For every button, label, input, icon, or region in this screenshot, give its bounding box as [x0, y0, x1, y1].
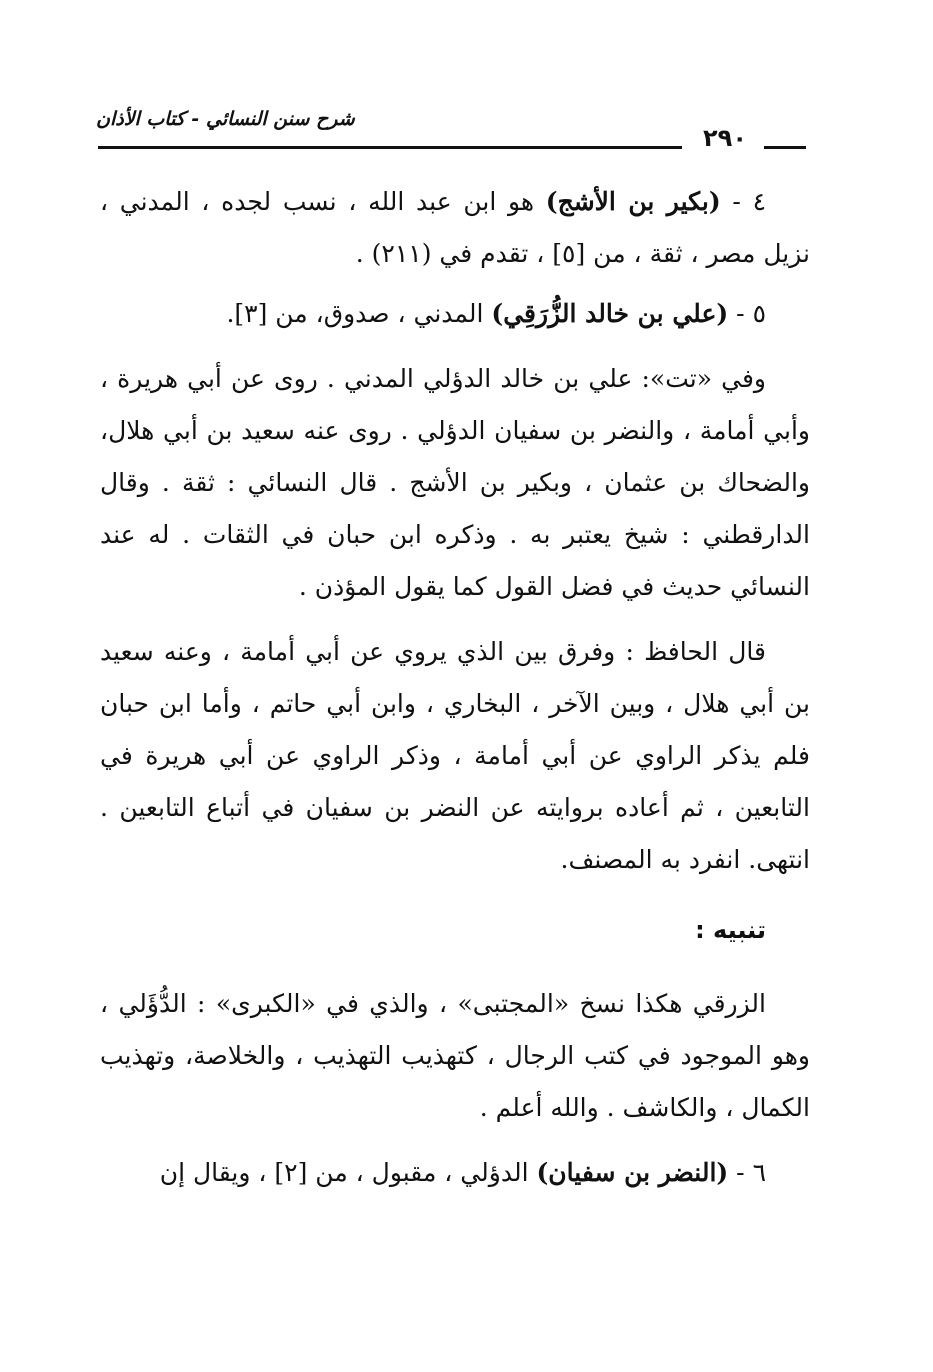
entry-5-name: (علي بن خالد الزُّرَقِي)	[491, 299, 729, 328]
entry-6-text: الدؤلي ، مقبول ، من [٢] ، ويقال إن	[159, 1158, 537, 1187]
entry-5-number: ٥ -	[728, 299, 766, 328]
entry-4	[100, 176, 810, 280]
page-number: ٢٩٠	[703, 124, 747, 152]
entry-6-number: ٦ -	[728, 1158, 766, 1187]
tahdhib-quote-paragraph: وفي «تت»: علي بن خالد الدؤلي المدني . روى عن أبي هريرة ، وأبي أمامة ، والنضر بن سفيان الدؤلي . روى عنه سعيد بن أبي هلال، والضحاك بن عثمان ، وبكير بن الأشج . قال النسائي : ثقة . وقال الدارقطني : شيخ يعتبر به . وذكره ابن حبان في الثقات . له عند النسائي حديث في فضل القول كما يقول المؤذن .	[100, 364, 810, 601]
notice-paragraph: الزرقي هكذا نسخ «المجتبى» ، والذي في «الكبرى» : الدُّؤَلي ، وهو الموجود في كتب الرجال ، كتهذيب التهذيب ، والخلاصة، وتهذيب الكمال ، والكاشف . والله أعلم .	[100, 989, 810, 1122]
entry-5-text: المدني ، صدوق، من [٣].	[226, 299, 492, 328]
page-number-dash	[764, 146, 806, 149]
entry-6	[100, 1147, 810, 1199]
entry-4-text: هو ابن عبد الله ، نسب لجده ، المدني ، نزيل مصر ، ثقة ، من [٥] ، تقدم في (٢١١) .	[100, 187, 810, 268]
notice-heading: تنبيه :	[695, 916, 766, 944]
header-rule	[98, 146, 682, 149]
hafiz-quote-paragraph: قال الحافظ : وفرق بين الذي يروي عن أبي أمامة ، وعنه سعيد بن أبي هلال ، وبين الآخر ، البخاري ، وابن أبي حاتم ، وأما ابن حبان فلم يذكر الراوي عن أبي أمامة ، وذكر الراوي عن أبي هريرة في التابعين ، ثم أعاده بروايته عن النضر بن سفيان في أتباع التابعين . انتهى. انفرد به المصنف.	[100, 637, 810, 874]
page-body	[100, 176, 810, 1212]
entry-4-number: ٤ -	[720, 187, 766, 216]
running-header-title: شرح سنن النسائي - كتاب الأذان	[96, 108, 355, 130]
entry-4-name: (بكير بن الأشج)	[545, 187, 721, 216]
entry-6-name: (النضر بن سفيان)	[536, 1158, 729, 1187]
entry-5	[100, 288, 810, 340]
